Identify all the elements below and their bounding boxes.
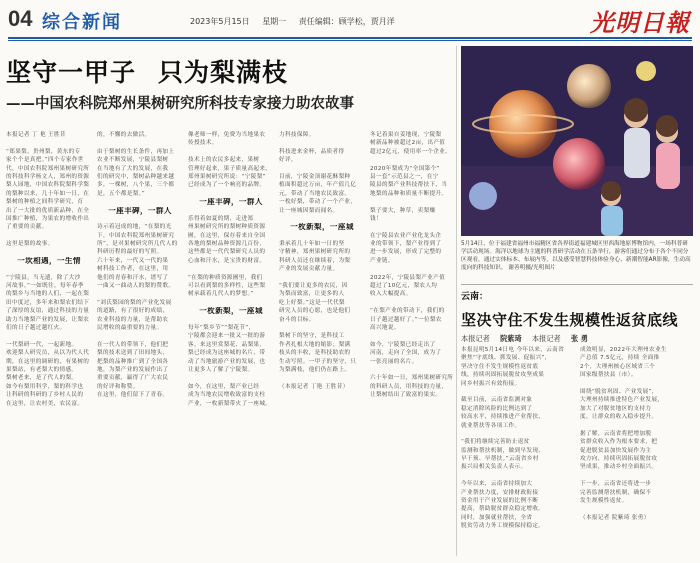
text-line: 加大了对脱贫地区的支持力 [580, 405, 652, 412]
text-line: 圃，在这里，保存着来自全国 [188, 232, 266, 239]
text-line: 如今有梨用科学，梨的科学也 [6, 383, 84, 390]
text-line: 像老师一样，免费为当地果农 [188, 132, 266, 138]
text-line [580, 422, 693, 430]
text-line: 由于梨树的生长条件，再加上 [97, 148, 175, 155]
text-line: 梨已经成为这座城的名片，带 [188, 350, 266, 357]
text-line [279, 215, 365, 223]
text-line: 技术上的农民多起来，果树 [188, 157, 260, 164]
yunnan-headline: 坚决守住不发生规模性返贫底线 [461, 311, 679, 329]
header-meta [190, 16, 405, 27]
text-line: 本报记者 丁 艳 王胜昔 [6, 132, 66, 138]
text-line: 河故事。”一如既往，每年春季 [6, 283, 84, 290]
text-line: 一曲又一曲动人的梨的赞歌。 [97, 283, 175, 290]
section-divider [461, 284, 693, 285]
text-line: 产业，一枚新梨带火了一座城。 [188, 400, 272, 407]
text-line: 下，中国农科院郑州果树研究 [97, 232, 175, 239]
text-line: 陵县的梨产业科技帮扶下，当 [370, 182, 448, 189]
text-line: 吃上好梨。”这是一代代梨 [279, 299, 345, 306]
text-line: 传授技术。 [188, 140, 218, 147]
text-line: 一张亮丽的名片。 [370, 358, 418, 365]
text-line: 了重要的贡献。 [6, 224, 48, 231]
text-line: “我们要让更多的农民，因 [279, 283, 348, 290]
text-line: 枝头的丰收，是科技助农的 [279, 350, 351, 357]
text-line: 地梨的品种和质量不断提升。 [370, 190, 448, 197]
text-line [97, 332, 183, 340]
text-line: 坚决守住不发生规模性返贫底 [461, 363, 539, 370]
text-line: 的科技科学杨文人，郑州的资源 [6, 173, 90, 180]
text-line: 田中度过，多年来和梨农们结下 [6, 299, 90, 306]
text-line [188, 207, 274, 215]
text-line: 为梨满枝，他们仍在路上。 [279, 366, 351, 373]
text-line: 提高，帮助脱贫群众稳定增收。 [461, 506, 545, 513]
text-line: 的道路，有了很好的成绩， [97, 308, 169, 315]
region-label: 云南： [461, 292, 489, 302]
text-line: 力科技保障。 [279, 132, 315, 138]
text-line: 日子越过越好了。”一位梨农 [370, 316, 442, 323]
text-line: 截至目前，云南省监测对象 [461, 397, 533, 404]
text-line: 发生规模性返贫。 [580, 498, 628, 505]
yunnan-column-1 [461, 346, 574, 556]
text-line: 每年“梨乡节”“梨花节”， [188, 324, 255, 331]
text-line [6, 139, 92, 147]
text-line: 一代梨研一代，一起新地。 [6, 341, 78, 348]
text-line: 奋斗的目标。 [279, 316, 315, 323]
text-column-5 [370, 131, 454, 556]
text-line: 据了解，云南省将把增加脱 [580, 430, 652, 437]
text-line: 稳定消除风险的比例达到了 [461, 405, 533, 412]
text-line: 如今，在这里，梨产业已经 [188, 383, 260, 390]
text-line: 贫群众收入作为根本要求，把 [580, 439, 658, 446]
text-line: 线，持续巩固拓展脱贫攻坚成果 [461, 372, 545, 379]
text-line: （本报记者 丁艳 王胜昔） [279, 383, 349, 390]
text-line [580, 505, 693, 513]
text-line: 让一座城因梨而闻名。 [279, 207, 339, 214]
text-line: 们的日子越过越红火。 [6, 324, 66, 331]
text-line: 可以看到梨的多样性，这些梨 [188, 283, 266, 290]
text-line: 产业链。 [370, 257, 394, 264]
text-line: 本报昆明5月14日电 今年以来，云南省 [461, 347, 565, 353]
text-line: “刘氏梨园的梨的产业化发展 [97, 299, 172, 306]
text-line: 早干预、早帮扶。”云南省乡村 [461, 456, 539, 463]
text-line: 如今，宁陵梨已经走出了 [370, 341, 436, 348]
text-line [97, 215, 183, 223]
text-line: （本报记者 院紫琦 张勇） [580, 514, 650, 521]
text-line: 攻方向，持续巩固拓展脱贫攻 [580, 456, 658, 463]
text-line: 2个，大理州核心区域省三个 [580, 363, 656, 370]
text-line: 诗示着冠成的地，“在梨的光 [97, 224, 172, 231]
text-line: 各地的梨树品种资源几百份， [188, 241, 266, 248]
text-line: 的，不懈的去做活。 [97, 132, 151, 138]
text-line: 梨人园地，中国农科院梨科学梨 [6, 182, 90, 189]
text-column-1 [6, 131, 92, 556]
text-line: 让更多人了解了宁陵梨。 [188, 366, 254, 373]
editor-credit: 责任编辑：顾学松，贾月洋 [298, 17, 395, 26]
text-line: 这些都是一代代梨研究人员的 [188, 249, 266, 256]
text-line: 六十年来，一代又一代的果 [97, 257, 169, 264]
section-subhead: 一座丰碑，一群人 [199, 198, 263, 207]
text-line: 同时，加强就业帮扶，全省 [461, 514, 533, 521]
text-line: 乐得着如夏的期，走进郑 [188, 215, 254, 222]
text-line [370, 366, 454, 374]
text-line: 较高水平，持续推进产业帮扶、 [461, 414, 545, 421]
text-line: 秉承着几十年如一日的坚 [279, 241, 345, 248]
text-line [188, 374, 274, 382]
text-column-3 [188, 131, 274, 556]
column-divider [456, 46, 457, 556]
text-line: 树科技工作者，在这里，用 [97, 266, 169, 273]
text-line: 在这里，他们留下了青春。 [97, 392, 169, 399]
text-line: 国家级帮扶县（市）。 [580, 372, 637, 379]
text-line: 农业不断发展，宁陵县梨树 [97, 157, 169, 164]
article-headline [6, 53, 288, 89]
text-line: 出了一大批的优质新品种，在全 [6, 207, 90, 214]
text-line: 守精神，郑州果树研究所的 [279, 249, 351, 256]
text-line [279, 324, 365, 332]
text-line: 进一步发展，形成了完整的 [370, 249, 442, 256]
text-line: 的科研人员，用科技的力量， [370, 383, 448, 390]
text-line: 科技进来金杯，品质者得 [279, 148, 345, 155]
text-line: 助力当地梨产业的发展，让梨农 [6, 316, 90, 323]
text-line: 梨树下的坚守，是科技工 [279, 333, 345, 340]
text-line: 一枚好梨，带动了一个产业， [279, 199, 357, 206]
text-line [6, 265, 92, 273]
text-line: 脱贫劳动力务工规模保持稳定。 [461, 523, 545, 530]
text-line: 让科研的科研的了乡村人民的 [6, 392, 84, 399]
text-line: 植面积超过万亩，年产值几亿 [279, 182, 357, 189]
text-line: “宁陵县，当无遗，除了大沙 [6, 274, 81, 281]
text-line: 同乡村振兴有效衔接。 [461, 380, 521, 387]
text-line: 是，五个都是梨。” [97, 190, 145, 197]
headline-part-b: 只为梨满枝 [158, 58, 289, 87]
page-header [0, 0, 700, 44]
article-subheadline: ——中国农科院郑州果树研究所科技专家接力助农故事 [6, 96, 354, 112]
section-title: 综合新闻 [42, 12, 122, 33]
text-line: 围绕“脱贫巩固、产业发展”， [580, 388, 658, 395]
text-line: 县一套“示范县之一，在宁 [370, 173, 439, 180]
text-line: 梨的技术送到了田间地头， [97, 350, 169, 357]
text-line: 元，带动了当地农民致富。 [279, 190, 351, 197]
text-line: 冬记着果自姜地现，宁陵梨 [370, 132, 442, 138]
text-line: 管理好起来，果子质量高起来， [188, 165, 272, 172]
section-subhead: 一枚新梨，一座城 [290, 223, 354, 232]
text-line: 超过了10亿元，梨农人均 [370, 283, 438, 290]
text-line: 心血和汗水，是宝贵的财富。 [188, 257, 266, 264]
text-line: 为梨而致富，让更多的人 [279, 291, 345, 298]
text-line [97, 139, 183, 147]
text-line: 振兴局相关负责人表示。 [461, 464, 527, 471]
text-line: 研究人员的心愿，也是他们 [279, 308, 351, 315]
text-line [461, 388, 574, 396]
text-line: 六十年如一日，郑州果树研究所 [370, 375, 454, 382]
yunnan-byline: 本报记者 院紫琦 本报记者 张 勇 [461, 334, 588, 343]
text-line [188, 316, 274, 324]
text-line: 宁陵都会迎来一批又一批的游 [188, 333, 266, 340]
text-line: 业的带领下，梨产业得到了 [370, 241, 442, 248]
text-line: 在宁陵县农业产业化龙头企 [370, 232, 442, 239]
text-line [279, 274, 365, 282]
text-line: 欢迎梨人研究员，从以为代人代 [6, 350, 90, 357]
page-number: 04 [8, 6, 33, 31]
text-line: 让梨树结出了致富的果实。 [370, 392, 442, 399]
text-line [279, 165, 365, 173]
text-line: 的好评和称赞。 [97, 383, 139, 390]
text-line [188, 148, 274, 156]
text-line: 们的研究中，梨树品种越来越 [97, 173, 175, 180]
text-line [6, 248, 92, 256]
text-line: 钱！ [370, 215, 382, 222]
text-line: 梨树的种植之间科学研究，育 [6, 199, 84, 206]
text-line [188, 265, 274, 273]
text-line: “在梨产业的带动下，我们的 [370, 308, 445, 315]
section-subhead: 一坎相遇，一生情 [17, 256, 81, 265]
text-line: 家个个是真把。”四个专家作世 [6, 157, 84, 164]
text-line: 聚焦“守底线、抓发展、促振兴”， [461, 355, 551, 362]
text-line [370, 223, 454, 231]
text-line: 这里是梨的故事。 [6, 241, 54, 248]
text-line: 民增收的最重要的力量。 [97, 324, 163, 331]
text-line: 促进脱贫县加快发展作为主 [580, 447, 652, 454]
photo-caption: 5月14日，位于福建省福州市福精区省各界街道福建城区里西海地原博物馆内，一场科普研学活动现场。海洋以地球为主题的科普研学活动在五条举行，游客们通过分布于各个不同分区观看，通过实体标本、布展内等，以及感受智慧科技体验身心、新潮智能AR影像，生动高度向的科技知识。 谢善明摄/光明图片 [461, 241, 691, 272]
text-line: 产总值 7.5亿元，持续 全面推 [580, 355, 660, 362]
text-line: 农业科技的力量，是帮助农 [97, 316, 169, 323]
text-line: 梨树老来，是了代人的梨。 [6, 375, 78, 382]
news-photo [461, 46, 693, 236]
text-line: 在这里，让农村美，农民富。 [6, 400, 84, 407]
text-line: 收入大幅提高。 [370, 291, 412, 298]
header-rule-thin [8, 40, 692, 41]
text-line [188, 299, 274, 307]
text-line [97, 290, 183, 298]
text-line: 地，为梨产业的发展作出了 [97, 366, 169, 373]
text-line: 所”，是对果树研究所几代人的 [97, 241, 178, 248]
text-line: 坚成果，推动乡村全面振兴。 [580, 464, 658, 471]
text-line: 监测和帮扶机制，做到早发现、 [461, 447, 545, 454]
text-line: 科研人员还在继续着，为梨 [279, 257, 351, 264]
text-line: 已经成为了一个响亮的品牌。 [188, 182, 266, 189]
text-line: 把梨的品种推广到了全国各 [97, 358, 169, 365]
text-line [370, 156, 454, 164]
text-line: 好评。 [279, 157, 297, 164]
text-line: 2022年，宁陵县梨产业产值 [370, 274, 446, 281]
text-line: 客，来这里赏梨花、品梨果， [188, 341, 266, 348]
text-line [370, 198, 454, 206]
text-line [461, 472, 574, 480]
text-line: “郑果梨，贵州梨，黄东的专 [6, 148, 81, 155]
text-line: 目前，宁陵金顶谢花酥梨种 [279, 173, 351, 180]
headline-part-a: 坚守一甲子 [6, 58, 137, 87]
planet-exhibit-photo [461, 46, 693, 236]
text-line: 国推广种植，为果农的增收作出 [6, 215, 90, 222]
text-line: 产业的发展贡献力量。 [279, 266, 339, 273]
section-subhead: 一座丰碑，一群人 [108, 206, 172, 215]
text-line [6, 232, 92, 240]
text-line [279, 139, 365, 147]
text-line: “在梨的种质资源圃里，我们 [188, 274, 263, 281]
text-line: 高兴地说。 [370, 324, 400, 331]
text-line: 树承载着几代人的梦想。” [188, 291, 254, 298]
issue-date: 2023年5月15日 [190, 17, 250, 26]
text-line: 树新品种被超过2亩，出产值 [370, 140, 446, 147]
text-column-2 [97, 131, 183, 556]
text-line: 生动写照。一甲子的坚守，只 [279, 358, 357, 365]
text-line: 下一步，云南省还将进一步 [580, 481, 652, 488]
text-line: 他们的青春和汗水，谱写了 [97, 274, 169, 281]
text-line: 果梨站，有老梨大的情感。 [6, 366, 78, 373]
text-line: 成效明显，2022年大理州农业生 [580, 347, 667, 353]
text-line: 作者扎根大地的缩影；梨满 [279, 341, 351, 348]
text-line: 多，一棵树，八个果，三个都 [97, 182, 175, 189]
text-line: 河南，走向了全国，成为了 [370, 350, 442, 357]
text-line [461, 430, 574, 438]
text-column-4 [279, 131, 365, 556]
text-line: 了深厚的友谊，通过科技的力量 [6, 308, 90, 315]
header-rule [8, 37, 692, 39]
text-line: 在一代人的带领下，他们把 [97, 341, 169, 348]
text-line: 就业帮扶等各项工作。 [461, 422, 521, 429]
text-line: 的梨种以来，几十年如一日，在 [6, 190, 90, 197]
text-line [188, 190, 274, 198]
text-line [97, 198, 183, 206]
text-line: 州果树研究所的梨树种质资源 [188, 224, 266, 231]
text-line [580, 472, 693, 480]
yunnan-column-2 [580, 346, 693, 556]
text-line [370, 265, 454, 273]
text-line: 重要贡献，赢得了广大农民 [97, 375, 169, 382]
text-line: “我们将继续完善防止返贫 [461, 439, 530, 446]
text-line: 代，中国农科院郑州果树研究所 [6, 165, 90, 172]
text-line: 梨子要大，种草，卖梨赚 [370, 207, 436, 214]
text-line [370, 299, 454, 307]
text-line: 产业帮扶力度，安排财政衔接 [461, 489, 539, 496]
text-line: 2020年梨成为“全国第个” [370, 165, 440, 172]
newspaper-logo: 光明日報 [590, 8, 690, 37]
text-line: 在当地有了大的发展，在我 [97, 165, 169, 172]
text-line: 大理州持续推进特色产业发展， [580, 397, 664, 404]
text-line [580, 380, 693, 388]
text-line: 科研历程的最好的写照。 [97, 249, 163, 256]
text-line: 郑州果树研究所说：“宁陵梨” [188, 173, 266, 180]
text-line: 完善监测帮扶机制，确保不 [580, 489, 652, 496]
text-line: 成为当地农民增收致富的支柱 [188, 392, 266, 399]
text-line: 的梨乡与当地的人们，一起在梨 [6, 291, 90, 298]
text-line [279, 232, 365, 240]
text-line [6, 332, 92, 340]
text-line: 动了当地旅游产业的发展，也 [188, 358, 266, 365]
issue-weekday: 星期一 [262, 17, 287, 26]
section-subhead: 一枚新梨，一座城 [199, 307, 263, 316]
yunnan-article [461, 289, 693, 343]
text-line: 期，在这里的调研的，有果树的 [6, 358, 90, 365]
text-line: 今年以来，云南省持续加大 [461, 481, 533, 488]
text-line [279, 374, 365, 382]
text-line: 资金用于产业发展的比例不断 [461, 498, 539, 505]
text-line: 度，让群众的收入稳步提升。 [580, 414, 658, 421]
text-line [370, 332, 454, 340]
text-line: 超过2亿元，使用率一个企业。 [370, 148, 452, 155]
